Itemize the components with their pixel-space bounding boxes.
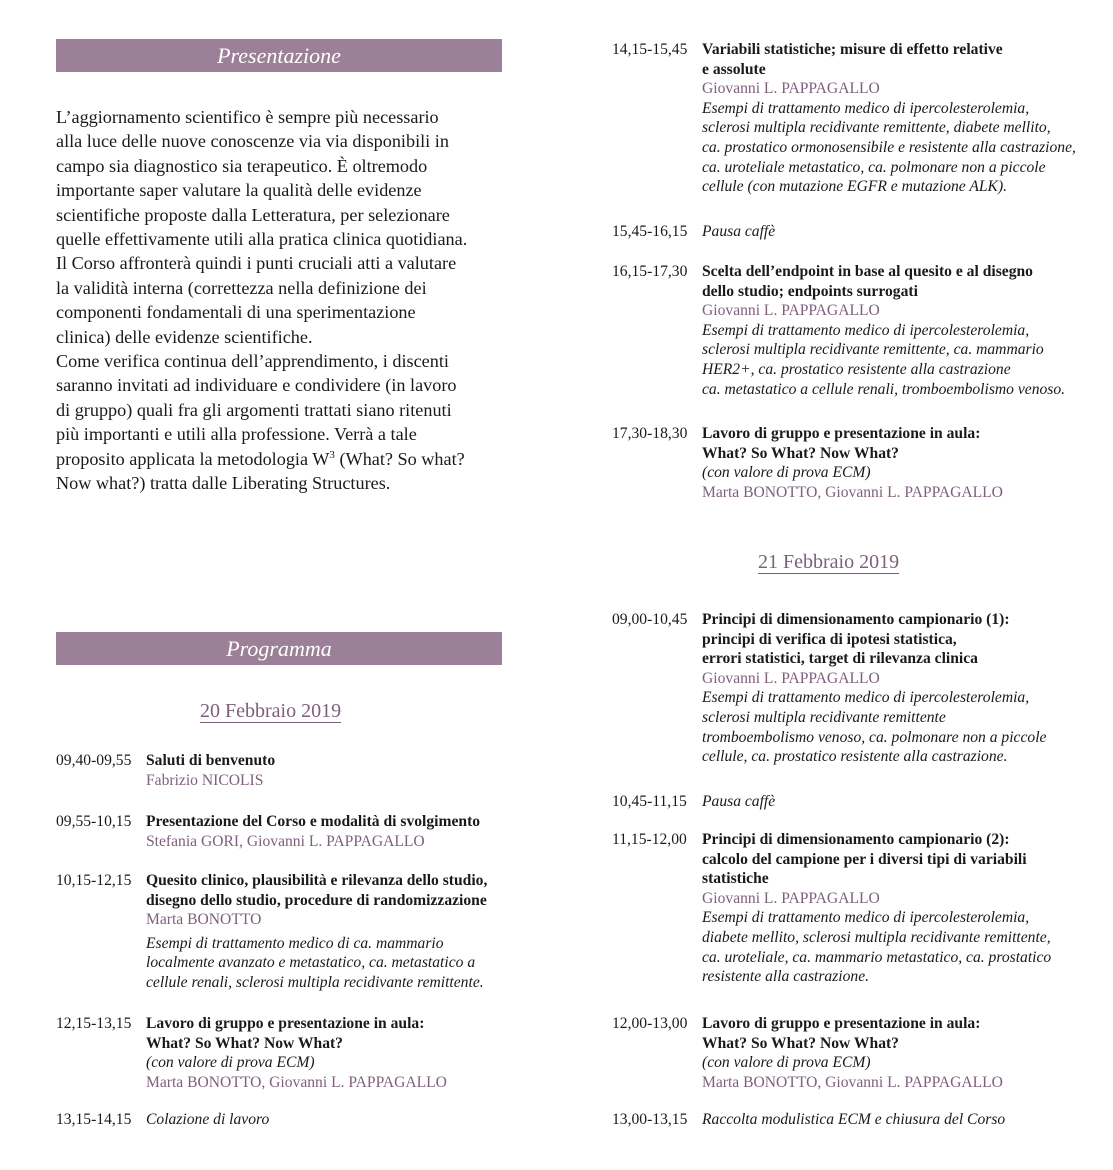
session-title: Quesito clinico, plausibilità e rilevanza dello studio, bbox=[146, 872, 488, 889]
session-speaker: Giovanni L. PAPPAGALLO bbox=[702, 669, 880, 687]
session-time: 12,00-13,00 bbox=[612, 1015, 688, 1032]
session-title: Lavoro di gruppo e presentazione in aula: bbox=[702, 1015, 981, 1032]
session-title: Principi di dimensionamento campionario (2): bbox=[702, 831, 1010, 848]
session-title: Scelta dell’endpoint in base al quesito e al disegno bbox=[702, 263, 1033, 280]
session-note: Pausa caffè bbox=[702, 793, 776, 810]
session-title: Saluti di benvenuto bbox=[146, 752, 276, 769]
programma-banner bbox=[56, 632, 502, 665]
session-note: (con valore di prova ECM) bbox=[702, 464, 871, 482]
intro-line: quelle effettivamente utili alla pratica clinica quotidiana. bbox=[56, 229, 468, 250]
intro-line: L’aggiornamento scientifico è sempre più necessario bbox=[56, 107, 439, 127]
day1-date: 20 Febbraio 2019 bbox=[200, 700, 342, 722]
session-note: ca. uroteliale, ca. mammario metastatico, ca. prostatico bbox=[702, 948, 1052, 966]
session-note: Esempi di trattamento medico di ipercolesterolemia, bbox=[702, 909, 1030, 927]
intro-line: clinica) delle evidenze scientifiche. bbox=[56, 326, 313, 347]
session-speaker: Giovanni L. PAPPAGALLO bbox=[702, 302, 880, 320]
presentazione-heading: Presentazione bbox=[217, 43, 341, 68]
session-time: 14,15-15,45 bbox=[612, 41, 688, 58]
session-note: Esempi di trattamento medico di ipercolesterolemia, bbox=[702, 689, 1030, 707]
intro-line: campo sia diagnostico sia terapeutico. È oltremodo bbox=[56, 155, 428, 176]
session-title: e assolute bbox=[702, 60, 766, 78]
session-title: errori statistici, target di rilevanza clinica bbox=[702, 650, 978, 668]
day2-date: 21 Febbraio 2019 bbox=[758, 551, 900, 573]
session-note: Esempi di trattamento medico di ca. mammario bbox=[146, 934, 444, 952]
session-note: tromboembolismo venoso, ca. polmonare non a piccole bbox=[702, 728, 1047, 746]
intro-line: importante saper valutare la qualità delle evidenze bbox=[56, 180, 422, 201]
intro-line: scientifiche proposte dalla Letteratura, per selezionare bbox=[56, 204, 450, 225]
intro-line: saranno invitati ad individuare e condividere (in lavoro bbox=[56, 375, 457, 396]
session-title: disegno dello studio, procedure di randomizzazione bbox=[146, 891, 487, 909]
session-note: sclerosi multipla recidivante remittente, ca. mammario bbox=[702, 341, 1044, 359]
session-note: ca. metastatico a cellule renali, tromboembolismo venoso. bbox=[702, 380, 1066, 398]
intro-line: la validità interna (correttezza nella definizione dei bbox=[56, 277, 427, 298]
session-time: 13,00-13,15 bbox=[612, 1111, 688, 1128]
session-note: (con valore di prova ECM) bbox=[146, 1054, 315, 1072]
session-time: 17,30-18,30 bbox=[612, 425, 688, 442]
intro-line: di gruppo) quali fra gli argomenti trattati siano ritenuti bbox=[56, 399, 452, 420]
session-speaker: Marta BONOTTO, Giovanni L. PAPPAGALLO bbox=[146, 1073, 447, 1091]
intro-line: componenti fondamentali di una sperimentazione bbox=[56, 302, 416, 323]
session-time: 15,45-16,15 bbox=[612, 223, 688, 240]
session-speaker: Marta BONOTTO bbox=[146, 911, 262, 929]
intro-line: Il Corso affronterà quindi i punti cruciali atti a valutare bbox=[56, 253, 457, 274]
session-title: What? So What? Now What? bbox=[146, 1034, 343, 1052]
session-time: 10,45-11,15 bbox=[612, 793, 687, 810]
session-title: principi di verifica di ipotesi statistica, bbox=[702, 630, 957, 648]
intro-line bbox=[56, 447, 502, 471]
session-note: diabete mellito, sclerosi multipla recidivante remittente, bbox=[702, 928, 1051, 946]
session-title: calcolo del campione per i diversi tipi di variabili bbox=[702, 850, 1027, 868]
session-title: statistiche bbox=[702, 870, 769, 888]
session-note: (con valore di prova ECM) bbox=[702, 1054, 871, 1072]
session-time: 09,40-09,55 bbox=[56, 752, 132, 769]
session-title: Presentazione del Corso e modalità di svolgimento bbox=[146, 813, 481, 830]
session-title: Principi di dimensionamento campionario (1): bbox=[702, 611, 1010, 628]
intro-line: alla luce delle nuove conoscenze via via disponibili in bbox=[56, 131, 449, 152]
intro-line: Come verifica continua dell’apprendimento, i discenti bbox=[56, 351, 449, 372]
session-time: 10,15-12,15 bbox=[56, 872, 132, 889]
session-title: Lavoro di gruppo e presentazione in aula: bbox=[146, 1015, 425, 1032]
session-speaker: Giovanni L. PAPPAGALLO bbox=[702, 80, 880, 98]
session-note: localmente avanzato e metastatico, ca. metastatico a bbox=[146, 954, 476, 972]
session-note: cellule, ca. prostatico resistente alla castrazione. bbox=[702, 748, 1008, 766]
session-note: sclerosi multipla recidivante remittente, diabete mellito, bbox=[702, 119, 1051, 137]
session-speaker: Stefania GORI, Giovanni L. PAPPAGALLO bbox=[146, 832, 425, 850]
session-title: Variabili statistiche; misure di effetto relative bbox=[702, 41, 1003, 58]
session-note: Esempi di trattamento medico di ipercolesterolemia, bbox=[702, 99, 1030, 117]
session-note: ca. prostatico ormonosensibile e resistente alla castrazione, bbox=[702, 138, 1076, 156]
session-note: cellule renali, sclerosi multipla recidivante remittente. bbox=[146, 973, 484, 991]
session-time: 11,15-12,00 bbox=[612, 831, 687, 848]
session-time: 13,15-14,15 bbox=[56, 1111, 132, 1128]
session-speaker: Marta BONOTTO, Giovanni L. PAPPAGALLO bbox=[702, 483, 1003, 501]
programma-heading: Programma bbox=[226, 636, 332, 661]
session-speaker: Giovanni L. PAPPAGALLO bbox=[702, 889, 880, 907]
session-note: Raccolta modulistica ECM e chiusura del Corso bbox=[702, 1111, 1006, 1128]
session-speaker: Marta BONOTTO, Giovanni L. PAPPAGALLO bbox=[702, 1073, 1003, 1091]
session-title: Lavoro di gruppo e presentazione in aula: bbox=[702, 425, 981, 442]
session-note: HER2+, ca. prostatico resistente alla castrazione bbox=[702, 360, 1011, 378]
session-title: dello studio; endpoints surrogati bbox=[702, 282, 918, 300]
session-speaker: Fabrizio NICOLIS bbox=[146, 771, 264, 789]
session-note: sclerosi multipla recidivante remittente bbox=[702, 708, 946, 726]
session-note: Colazione di lavoro bbox=[146, 1111, 270, 1128]
session-time: 09,00-10,45 bbox=[612, 611, 688, 628]
session-note: cellule (con mutazione EGFR e mutazione ALK). bbox=[702, 178, 1008, 196]
session-note: Pausa caffè bbox=[702, 223, 776, 240]
session-note: Esempi di trattamento medico di ipercolesterolemia, bbox=[702, 321, 1030, 339]
session-time: 12,15-13,15 bbox=[56, 1015, 132, 1032]
intro-line: Now what?) tratta dalle Liberating Structures. bbox=[56, 473, 391, 494]
intro-text-part: (What? So what? bbox=[334, 448, 465, 469]
session-time: 16,15-17,30 bbox=[612, 263, 688, 280]
superscript: 3 bbox=[329, 448, 335, 461]
session-note: resistente alla castrazione. bbox=[702, 968, 870, 986]
presentazione-text bbox=[56, 105, 502, 496]
presentazione-banner bbox=[56, 39, 502, 72]
intro-line: più importanti e utili alla professione. Verrà a tale bbox=[56, 424, 417, 445]
session-note: ca. uroteliale metastatico, ca. polmonare non a piccole bbox=[702, 158, 1046, 176]
session-title: What? So What? Now What? bbox=[702, 1034, 899, 1052]
intro-text-part: proposito applicata la metodologia W bbox=[56, 448, 330, 469]
session-time: 09,55-10,15 bbox=[56, 813, 132, 830]
session-title: What? So What? Now What? bbox=[702, 444, 899, 462]
